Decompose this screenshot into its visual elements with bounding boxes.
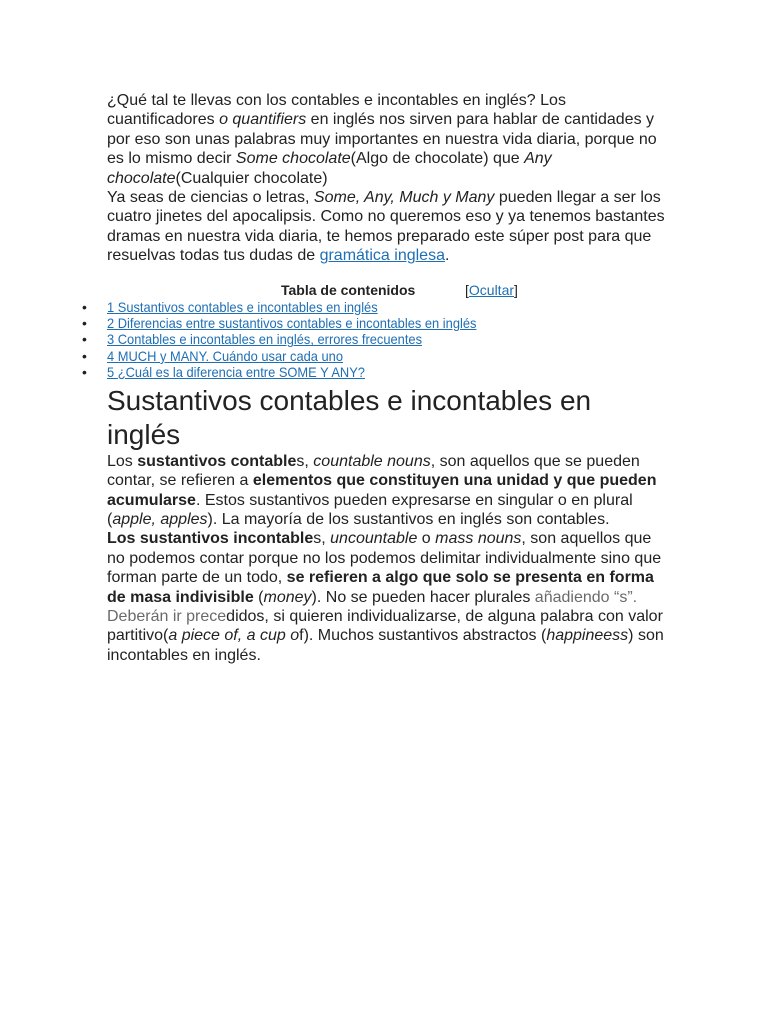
bullet-icon: • — [82, 315, 87, 332]
text-run: . — [444, 247, 450, 265]
text-run: , son aquellos que se pueden contar, se refieren a — [107, 452, 640, 490]
text-run: , son aquellos que no podemos contar porque no los podemos delimitar individualmente sino que forman parte de un todo, — [107, 530, 662, 587]
toc-link-2[interactable]: 2 Diferencias entre sustantivos contables e incontables en inglés — [107, 315, 477, 332]
toc-link-4[interactable]: 4 MUCH y MANY. Cuándo usar cada uno — [107, 347, 344, 364]
section-paragraph-1 — [107, 452, 667, 530]
text-run: ). La mayoría de los sustantivos en inglés son contables. — [207, 510, 610, 528]
text-run-grey: añadiendo “s”. Deberán ir prece — [107, 588, 638, 625]
text-run-italic: countable nouns — [313, 452, 431, 470]
text-run: o — [417, 530, 436, 548]
toc-header — [107, 281, 667, 299]
intro-paragraph-1 — [107, 91, 667, 188]
toc-link-3[interactable]: 3 Contables e incontables en inglés, errores frecuentes — [107, 331, 423, 348]
toc-hide-toggle — [465, 281, 518, 299]
grammar-link[interactable]: gramática inglesa — [319, 247, 445, 265]
table-of-contents — [82, 298, 667, 381]
toc-hide-link[interactable]: Ocultar — [468, 281, 515, 298]
section-heading: Sustantivos contables e incontables en inglés — [107, 384, 592, 450]
text-run: Ya seas de ciencias o letras, — [107, 189, 314, 207]
text-run-bold: sustantivos contable — [137, 452, 297, 470]
bracket: [ — [465, 281, 469, 298]
text-run: ( — [253, 588, 264, 606]
toc-link-1[interactable]: 1 Sustantivos contables e incontables en inglés — [107, 298, 378, 315]
text-run: didos, si quieren individualizarse, de alguna palabra con valor partitivo( — [107, 607, 663, 645]
text-run-italic: Some, Any, Much y Many — [313, 189, 495, 207]
text-run-italic: money — [263, 588, 312, 606]
toc-item — [82, 315, 667, 332]
bracket: ] — [514, 281, 518, 298]
text-run: f). Muchos sustantivos abstractos ( — [299, 627, 547, 645]
text-run-bold: se refieren a algo que solo se presenta en forma de masa indivisible — [107, 569, 654, 606]
text-run-italic: mass nouns — [435, 530, 522, 548]
article-body — [82, 91, 667, 665]
text-run-italic: Any chocolate — [107, 150, 552, 187]
text-run-italic: apple, apples — [112, 510, 208, 528]
text-run: ) son incontables en inglés. — [107, 627, 664, 664]
text-run: Los — [107, 452, 138, 470]
text-run: s, — [296, 452, 314, 470]
text-run-italic: uncountable — [330, 530, 418, 548]
bullet-icon: • — [82, 347, 87, 364]
text-run-italic: happineess — [546, 627, 629, 645]
text-run-bold: Los sustantivos incontable — [107, 530, 314, 548]
toc-item — [82, 331, 667, 348]
text-run: s, — [313, 530, 331, 548]
text-run: ¿Qué tal te llevas con los contables e incontables en inglés? Los cuantificadores — [107, 92, 566, 129]
text-run-italic: a piece of, a cup o — [168, 627, 300, 645]
toc-item — [82, 298, 667, 315]
bullet-icon: • — [82, 364, 87, 381]
text-run: ). No se pueden hacer plurales — [311, 588, 535, 606]
text-run: (Cualquier chocolate) — [175, 169, 328, 187]
toc-link-5[interactable]: 5 ¿Cuál es la diferencia entre SOME Y ANY? — [107, 364, 365, 381]
text-run: . Estos sustantivos pueden expresarse en singular o en plural ( — [107, 491, 633, 528]
bullet-icon: • — [82, 298, 87, 315]
toc-item — [82, 347, 667, 364]
text-run: en inglés nos sirven para hablar de cantidades y por eso son unas palabras muy importantes en nuestra vida diaria, porque no es lo mismo decir — [107, 111, 657, 168]
text-run-italic: o quantifiers — [219, 111, 307, 129]
text-run: pueden llegar a ser los cuatro jinetes del apocalipsis. Como no queremos eso y ya tenemos bastantes dramas en nuestra vida diaria, te hemos preparado este súper post para que resuelvas todas tus dudas de — [107, 189, 665, 265]
toc-item — [82, 364, 667, 381]
bullet-icon: • — [82, 331, 87, 348]
section-paragraph-2 — [107, 529, 667, 665]
text-run-bold: elementos que constituyen una unidad y que pueden acumularse — [107, 472, 657, 509]
intro-paragraph-2 — [107, 188, 667, 266]
text-run-italic: Some chocolate — [235, 150, 351, 168]
text-run: (Algo de chocolate) que — [350, 150, 525, 168]
toc-title: Tabla de contenidos — [281, 281, 416, 298]
